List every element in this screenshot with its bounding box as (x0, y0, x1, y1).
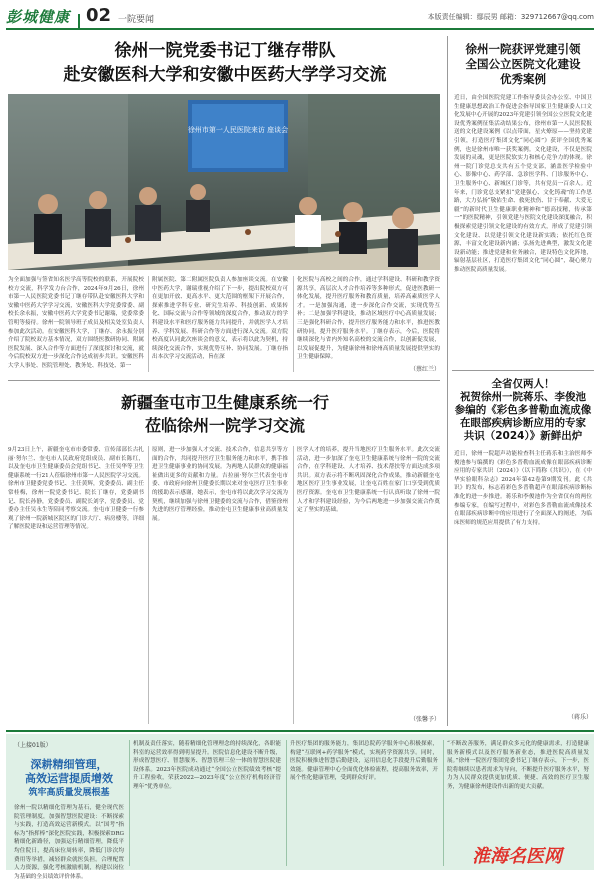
sidebar2-title-line2: 祝贺徐州一院蒋乐、李俊池 (460, 391, 586, 403)
feature-col2: 机制及责任落实，随着精细化管理理念的持续深化，各职能科室的运营效率得到明显提升。医院信息化建设不断升级，形成智慧医疗、智慧服务、智慧管理三位一体的智慧医院建设体系。2023年医院成功通过“全国公立医院绩效考核”提升工程验收，荣获2022—2023年度“公立医疗机构经济管理年”优秀单位。 (133, 741, 281, 790)
feature-slogan-line1: 深耕精细管理， (30, 758, 108, 771)
column-rule (148, 276, 149, 372)
sidebar1-title-line1: 徐州一院获评党建引领 (465, 42, 581, 56)
masthead-logo: 彭城健康 (6, 8, 71, 26)
article2-title-line2: 莅临徐州一院学习交流 (144, 416, 305, 435)
masthead (6, 6, 594, 28)
article1-col2: 附属医院、第二附属医院负责人参加座谈交流。在安徽中医药大学，谢瑞重视介绍了下一步，提出院校双方可在更加开放、更高水平、更大范围的框架下开展合作，探索推进学科专业、研究生培养、科技创新、成果转化、国际交流与合作等领域的深度合作，推动双方的学科建设水平和医疗服务能力共同提升，并就医学人才培养、学科发展、科研合作等方面进行深入交流。双方院校高度认同此次座谈会的意义，表示将以此为契机，持续深化交流合作，实现优势互补、协同发展。丁继存指出本次学习交流活动，旨在深 (152, 277, 288, 361)
article1-col3: 化医院与高校之间的合作，通过学科建设、科研和教学资源共享，高层次人才合作培养等多种形式，促进医教研一体化发展，提升医疗服务和教育质量，培养高素质医学人才。一是加强沟通，进一步深化合作交流，实现优势互补；二是加强学科建设，推动区域医疗中心高质量发展；三是强化科研合作，提升医疗服务能力和水平，推进医教研协同，提升医疗服务水平。丁继存表示，今后，医院将继续深化与省内外知名高校的交流合作，以创新促发展，以发展促提升，为健康徐州和徐州高质量发展提供坚实的卫生健康保障。 (297, 277, 440, 361)
continued-label: （上接01版） (14, 742, 52, 749)
feature-slogan-line3: 筑牢高质量发展根基 (28, 788, 110, 798)
sidebar-divider (447, 36, 448, 726)
meeting-photo-illustration (8, 94, 440, 270)
sidebar-separator (452, 370, 594, 371)
masthead-rule (6, 28, 594, 30)
sidebar2-title-line4: 在眼部疾病诊断应用的专家 (460, 417, 586, 429)
article2-title-line1: 新疆奎屯市卫生健康系统一行 (120, 393, 329, 412)
feature-slogan-line2: 高效运营提质增效 (25, 772, 113, 785)
article2-col1: 9月23日上午，新疆奎屯市市委常委、宣传部部长古扎丽·努尔兰、奎屯市人民政府党组成员、副市长陈红，以及奎屯市卫生健康委员会党组书记、主任吴华等卫生健康系统一行21人莅临徐州市第一人民医院学习交流。徐州市卫健委党委书记、主任黄辉，党委委员、副主任常桂梅，徐州一院党委书记、院长丁继存，党委副书记、院长孙静，党委委员、副院长刘学，党委委员、党委办主任吴永生等陪同考察交流。奎屯市卫健委一行参观了徐州一院新城区院区的门诊大厅、病房楼等，详细了解医院建设和运营管理等情况。 (8, 447, 144, 531)
article2-col3: 医学人才的培养，提升当地医疗卫生服务水平。此次交流活动，进一步加深了奎屯卫生健康系统与徐州一院的交流合作，在学科建设、人才培养、技术帮扶等方面达成多项共识。双方表示将不断巩固深化合作成果，推动新疆奎屯地区医疗卫生事业发展，让奎屯百姓在家门口享受到优质医疗资源。奎屯市卫生健康系统一行认真听取了徐州一院人才和学科建设经验，为今后两地进一步加强交流合作奠定了坚实的基础。 (297, 447, 440, 514)
article2-author: （张馨予） (409, 716, 440, 723)
screen-banner-text: 徐州市第一人民医院来访 座谈会 (187, 126, 289, 134)
bottom-section-rule (6, 730, 594, 732)
column-rule (443, 740, 444, 866)
page-number: 02 (86, 5, 112, 26)
section-title: 一院要闻 (118, 15, 155, 25)
article1-author: （蔡红兰） (409, 366, 440, 373)
feature-col4: “不断改善服务，满足群众多元化的健康需求，打造健康服务新模式以及医疗服务新业态，推进医院高质量发展。”徐州一院医疗集团党委书记丁继存表示，下一步，医院将继续以患者需求为导向，不断提升医疗服务水平，努力为人民群众提供更加优质、便捷、高效的医疗卫生服务，为健康徐州建设作出新的更大贡献。 (447, 741, 589, 790)
article1-col1: 为全面加强与签省知名医学高等院校的联系，开展院校校方交流，科学发力台合作，2024年9月26日，徐州市第一人民医院党委书记丁继存带队赴安徽医科大学和安徽中医药大学学习交流，安徽医科大学党委常委、副校长余永振，安徽中医药大学党委书记谢瑞，党委常委管明等接待。徐州一院领导班子成员及相关处室负责人参加此次活动。在安徽医科大学，丁继存、余永振分别介绍了院校双方基本情况，双方围绕医教研协同、附属医院发展、深入合作等方面进行了深度探讨和交流，就今后院校双方进一步深化合作达成初步共识。安徽医科大学人事处、医院管理处、教务处、科技处、第一 (8, 277, 144, 369)
feature-col1: 徐州一院以精细化管理为基石，健全现代医院管理制度，加强智慧医院建设：不断探索与实践，打造高效运营新模式。以“国考”指标为“指挥棒”深化医院实践，积极探索DRG精细化新路径，加强运行精细管理，降低平均住院日，提高床位周转率，降低门诊次均费用等举措，减轻群众就医负担。合理配置人力资源，强化考核激励机制，构建以岗位为基础的全员绩效评价体系。 (14, 805, 124, 880)
sidebar1-title-line3: 优秀案例 (500, 72, 546, 86)
sidebar1-title-line2: 全国公立医院文化建设 (465, 57, 581, 71)
sidebar1-text: 近日，由全国医院党建工作指导委员会办公室、中国卫生健康思想政治工作促进会指导国家卫生健康委人口文化发展中心开展的2023年党建引领全国公立医院文化建设优秀案例征集活动结果公布，徐州市第一人民医院报送的文化建设案例《以点带面，星火燎原——坚持党建引领，打造医疗集团文化“同心圆”》获评全国优秀案例，也是徐州市唯一获奖案例。文化建设，不仅是医院发展的灵魂，更是医院软实力和核心竞争力的体现。徐州一院门诊党总支共有五个党支部，涵盖医学检验中心、影像中心、药学部、急诊医学科、门诊服务中心、卫生服务中心、新城区门诊等，共有党员一百余人。近年来，门诊党总支紧扣“党建强心、文化铸魂”的工作思路，大力弘扬“敬佑生命、救死扶伤、甘于奉献、大爱无疆”的新时代卫生健康职业精神和“德高技精，传承第一”的医院精神，引领党建与医院文化建设深度融合，积极探索党建引领文化建设的有效方式，形成了党建引领文化建设、以党建引领文化建设新实践；依托红色资源，丰富文化建设新内涵；弘扬先进典型，激发文化建设新动能；推进党建和业务融合，建设特色文化阵地，辐射基层社区，打造医疗集团文化“同心圆”，凝心聚力推动医院高质量发展。 (454, 95, 592, 273)
article1-photo (8, 94, 440, 270)
editor-info: 本版责任编辑：鄢辰男 邮箱：329712667@qq.com (427, 13, 594, 21)
site-watermark: 淮海名医网 (472, 846, 562, 867)
column-rule (293, 446, 294, 724)
sidebar2-text: 近日，徐州一院超声功能检查科主任蒋乐和主治医师李俊池参与编撰的《彩色多普勒血流成像在眼部疾病诊断应用的专家共识（2024）》（以下简称《共识》），在《中华实验眼科杂志》2024年第42卷第9期发刊。此《共识》的发布，标志着彩色多普勒超声在眼部疾病诊断标准化的进一步推进。蒋乐和李俊池作为全省仅有的两位参编专家，在编写过程中，对彩色多普勒血流成像技术在眼部疾病诊断中的应用进行了全面深入的阐述，为临床医师的规范应用提供了有力支持。 (454, 451, 592, 526)
article1-title-line2: 赴安徽医科大学和安徽中医药大学学习交流 (63, 65, 387, 85)
sidebar2-title-line3: 参编的《彩色多普勒血流成像 (454, 404, 592, 416)
sidebar2-author: （蒋乐） (567, 714, 592, 721)
article2-col2: 原则，进一步加强人才交流、技术合作，信息共享等方面的合作，共同提升医疗卫生服务能力和水平，携手推进卫生健康事业的协同发展。为两地人民群众的健康福祉做出更多的贡献和力量。吉拉丽·努尔兰代表奎屯市委、市政府向徐州卫健委长期以来对奎屯医疗卫生事业的援助表示感谢，她表示，奎屯市将以此次学习交流为契机，继续加强与徐州卫健委的交流与合作，借鉴徐州先进的医疗管理经验，推动奎屯卫生健康事业高质量发展。 (152, 447, 288, 522)
feature-col3: 升医疗集团的服务能力，集团总院药学服务中心积极探索，构建“互联网+药学服务”模式，实现药学资源共享。同时，医院积极推进智慧后勤建设，运用信息化手段提升后勤服务效能。健康管理中心全面优化体检流程，提高服务效率，开展个性化健康管理，受到群众好评。 (290, 741, 438, 782)
article-separator (8, 380, 440, 381)
column-rule (293, 276, 294, 372)
sidebar2-title-line1: 全省仅两人！ (491, 378, 555, 390)
column-rule (129, 740, 130, 866)
column-rule (148, 446, 149, 724)
article1-title-line1: 徐州一院党委书记丁继存带队 (114, 41, 336, 61)
sidebar2-title-line5: 共识（2024）》新鲜出炉 (463, 430, 583, 442)
column-rule (286, 740, 287, 866)
